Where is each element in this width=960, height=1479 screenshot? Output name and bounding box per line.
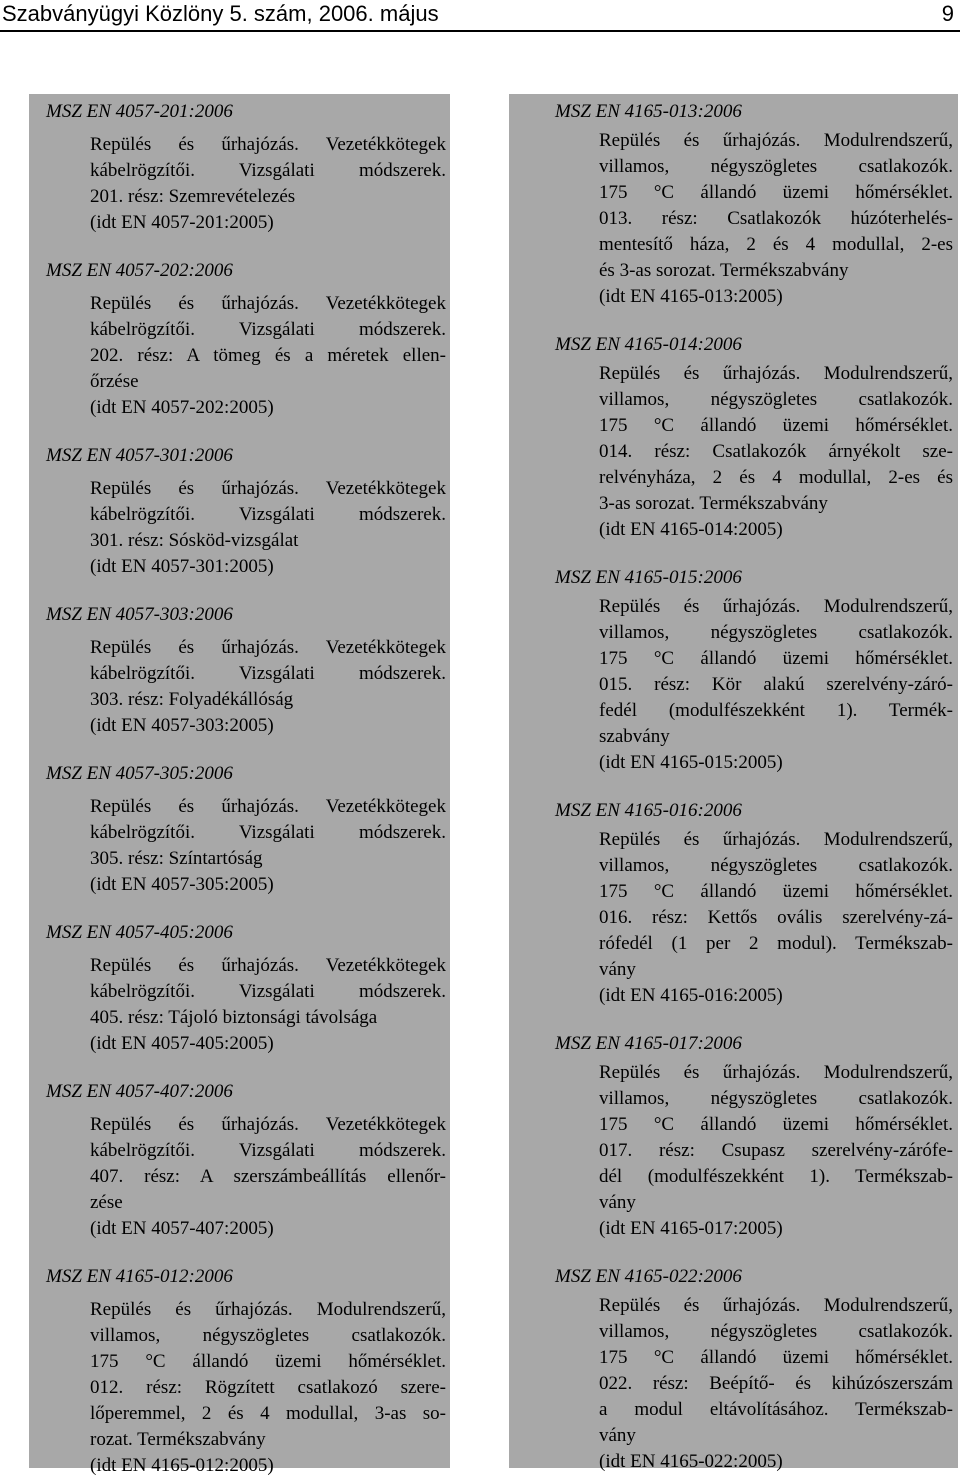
- publication-title: Szabványügyi Közlöny 5. szám, 2006. május: [2, 1, 439, 26]
- standard-code: MSZ EN 4057-407:2006: [46, 1081, 233, 1102]
- entry-gap: [509, 1242, 958, 1263]
- standard-description: [29, 476, 446, 580]
- description-line: (idt EN 4165-015:2005): [599, 752, 783, 773]
- description-line: (idt EN 4057-405:2005): [90, 1033, 274, 1054]
- standard-code: MSZ EN 4057-303:2006: [46, 604, 233, 625]
- description-line: (idt EN 4165-017:2005): [599, 1218, 783, 1239]
- description-line: vány: [599, 1192, 636, 1213]
- description-line: (idt EN 4165-012:2005): [90, 1455, 274, 1476]
- description-line: 175 °C állandó üzemi hőmérséklet.: [90, 1351, 446, 1372]
- entry-gap: [509, 310, 958, 331]
- standard-entry: [29, 98, 450, 236]
- entry-gap: [29, 236, 450, 257]
- standard-description: [29, 291, 446, 421]
- entry-gap: [509, 543, 958, 564]
- description-line: 301. rész: Sósköd-vizsgálat: [90, 530, 299, 551]
- standard-code: MSZ EN 4057-202:2006: [46, 260, 233, 281]
- standard-code: MSZ EN 4165-014:2006: [555, 334, 742, 355]
- standard-entry: [29, 257, 450, 421]
- description-line: lőperemmel, 2 és 4 modullal, 3-as so-: [90, 1403, 446, 1424]
- description-line: 175 °C állandó üzemi hőmérséklet.: [599, 648, 953, 669]
- standard-code: MSZ EN 4165-015:2006: [555, 567, 742, 588]
- description-line: villamos, négyszögletes csatlakozók.: [599, 389, 953, 410]
- entry-gap: [29, 739, 450, 760]
- standard-entry: [509, 564, 958, 776]
- description-line: Repülés és űrhajózás. Vezetékkötegek: [90, 955, 446, 976]
- entry-gap: [29, 1242, 450, 1263]
- description-line: 405. rész: Tájoló biztonsági távolsága: [90, 1007, 378, 1028]
- description-line: (idt EN 4057-407:2005): [90, 1218, 274, 1239]
- description-line: rozat. Termékszabvány: [90, 1429, 266, 1450]
- description-line: (idt EN 4165-016:2005): [599, 985, 783, 1006]
- standard-description: [29, 794, 446, 898]
- description-line: 175 °C állandó üzemi hőmérséklet.: [599, 1347, 953, 1368]
- standard-entry: [29, 1263, 450, 1479]
- description-line: 014. rész: Csatlakozók árnyékolt sze-: [599, 441, 953, 462]
- standard-description: [509, 1060, 953, 1242]
- standard-entry: [509, 797, 958, 1009]
- description-line: 175 °C állandó üzemi hőmérséklet.: [599, 1114, 953, 1135]
- description-line: 012. rész: Rögzített csatlakozó szere-: [90, 1377, 446, 1398]
- description-line: Repülés és űrhajózás. Modulrendszerű,: [599, 1062, 953, 1083]
- description-line: 175 °C állandó üzemi hőmérséklet.: [599, 415, 953, 436]
- description-line: villamos, négyszögletes csatlakozók.: [599, 1088, 953, 1109]
- description-line: fedél (modulfészekként 1). Termék-: [599, 700, 953, 721]
- description-line: Repülés és űrhajózás. Modulrendszerű,: [90, 1299, 446, 1320]
- standard-description: [29, 1297, 446, 1479]
- description-line: (idt EN 4057-301:2005): [90, 556, 274, 577]
- description-line: kábelrögzítői. Vizsgálati módszerek.: [90, 319, 446, 340]
- standard-description: [29, 1112, 446, 1242]
- description-line: (idt EN 4165-014:2005): [599, 519, 783, 540]
- description-line: 407. rész: A szerszámbeállítás ellenőr-: [90, 1166, 446, 1187]
- description-line: Repülés és űrhajózás. Vezetékkötegek: [90, 478, 446, 499]
- description-line: Repülés és űrhajózás. Modulrendszerű,: [599, 363, 953, 384]
- description-line: (idt EN 4057-303:2005): [90, 715, 274, 736]
- description-line: villamos, négyszögletes csatlakozók.: [599, 156, 953, 177]
- description-line: dél (modulfészekként 1). Termékszab-: [599, 1166, 953, 1187]
- description-line: 303. rész: Folyadékállóság: [90, 689, 294, 710]
- standard-code: MSZ EN 4057-305:2006: [46, 763, 233, 784]
- description-line: kábelrögzítői. Vizsgálati módszerek.: [90, 160, 446, 181]
- description-line: kábelrögzítői. Vizsgálati módszerek.: [90, 1140, 446, 1161]
- description-line: (idt EN 4057-305:2005): [90, 874, 274, 895]
- entry-gap: [29, 421, 450, 442]
- description-line: 3-as sorozat. Termékszabvány: [599, 493, 828, 514]
- description-line: őrzése: [90, 371, 139, 392]
- description-line: Repülés és űrhajózás. Modulrendszerű,: [599, 596, 953, 617]
- description-line: mentesítő háza, 2 és 4 modullal, 2-es: [599, 234, 953, 255]
- description-line: 202. rész: A tömeg és a méretek ellen-: [90, 345, 446, 366]
- description-line: és 3-as sorozat. Termékszabvány: [599, 260, 849, 281]
- description-line: kábelrögzítői. Vizsgálati módszerek.: [90, 822, 446, 843]
- description-line: vány: [599, 959, 636, 980]
- header-rule: [0, 30, 960, 32]
- description-line: (idt EN 4057-202:2005): [90, 397, 274, 418]
- description-line: vány: [599, 1425, 636, 1446]
- standard-code: MSZ EN 4057-201:2006: [46, 101, 233, 122]
- page-number: 9: [941, 1, 954, 26]
- standard-description: [509, 827, 953, 1009]
- standard-entry: [509, 1263, 958, 1475]
- standard-description: [29, 132, 446, 236]
- description-line: 017. rész: Csupasz szerelvény-zárófe-: [599, 1140, 953, 1161]
- entry-gap: [29, 898, 450, 919]
- description-line: villamos, négyszögletes csatlakozók.: [599, 855, 953, 876]
- right-column: [509, 94, 958, 1472]
- description-line: kábelrögzítői. Vizsgálati módszerek.: [90, 981, 446, 1002]
- description-line: rófedél (1 per 2 modul). Termékszab-: [599, 933, 953, 954]
- description-line: villamos, négyszögletes csatlakozók.: [599, 622, 953, 643]
- standard-description: [509, 361, 953, 543]
- standard-code: MSZ EN 4165-016:2006: [555, 800, 742, 821]
- description-line: kábelrögzítői. Vizsgálati módszerek.: [90, 663, 446, 684]
- entry-gap: [509, 776, 958, 797]
- description-line: Repülés és űrhajózás. Vezetékkötegek: [90, 796, 446, 817]
- entry-gap: [509, 1009, 958, 1030]
- description-line: villamos, négyszögletes csatlakozók.: [90, 1325, 446, 1346]
- standard-code: MSZ EN 4057-301:2006: [46, 445, 233, 466]
- standard-code: MSZ EN 4165-012:2006: [46, 1266, 233, 1287]
- standard-entry: [509, 98, 958, 310]
- description-line: 022. rész: Beépítő- és kihúzószerszám: [599, 1373, 953, 1394]
- description-line: a modul eltávolításához. Termékszab-: [599, 1399, 953, 1420]
- description-line: 175 °C állandó üzemi hőmérséklet.: [599, 182, 953, 203]
- description-line: Repülés és űrhajózás. Vezetékkötegek: [90, 637, 446, 658]
- description-line: zése: [90, 1192, 123, 1213]
- standard-entry: [29, 919, 450, 1057]
- description-line: (idt EN 4057-201:2005): [90, 212, 274, 233]
- entry-gap: [29, 580, 450, 601]
- description-line: Repülés és űrhajózás. Vezetékkötegek: [90, 134, 446, 155]
- description-line: 201. rész: Szemrevételezés: [90, 186, 296, 207]
- standard-code: MSZ EN 4057-405:2006: [46, 922, 233, 943]
- description-line: relvényháza, 2 és 4 modullal, 2-es és: [599, 467, 953, 488]
- page-header: [0, 0, 960, 30]
- description-line: 175 °C állandó üzemi hőmérséklet.: [599, 881, 953, 902]
- description-line: Repülés és űrhajózás. Modulrendszerű,: [599, 829, 953, 850]
- standard-entry: [509, 331, 958, 543]
- standard-entry: [509, 1030, 958, 1242]
- description-line: Repülés és űrhajózás. Modulrendszerű,: [599, 1295, 953, 1316]
- standard-entry: [29, 1078, 450, 1242]
- description-line: Repülés és űrhajózás. Vezetékkötegek: [90, 1114, 446, 1135]
- standard-entry: [29, 760, 450, 898]
- description-line: Repülés és űrhajózás. Modulrendszerű,: [599, 130, 953, 151]
- description-line: (idt EN 4165-022:2005): [599, 1451, 783, 1472]
- entry-gap: [29, 1057, 450, 1078]
- standard-code: MSZ EN 4165-022:2006: [555, 1266, 742, 1287]
- description-line: Repülés és űrhajózás. Vezetékkötegek: [90, 293, 446, 314]
- standard-code: MSZ EN 4165-013:2006: [555, 101, 742, 122]
- description-line: 013. rész: Csatlakozók húzóterhelés-: [599, 208, 953, 229]
- standard-description: [509, 128, 953, 310]
- left-column: [29, 94, 450, 1476]
- standard-description: [509, 594, 953, 776]
- standard-entry: [29, 442, 450, 580]
- description-line: villamos, négyszögletes csatlakozók.: [599, 1321, 953, 1342]
- description-line: kábelrögzítői. Vizsgálati módszerek.: [90, 504, 446, 525]
- standard-description: [29, 953, 446, 1057]
- description-line: 016. rész: Kettős ovális szerelvény-zá-: [599, 907, 953, 928]
- description-line: 015. rész: Kör alakú szerelvény-záró-: [599, 674, 953, 695]
- standard-entry: [29, 601, 450, 739]
- description-line: (idt EN 4165-013:2005): [599, 286, 783, 307]
- standard-description: [509, 1293, 953, 1475]
- description-line: 305. rész: Színtartóság: [90, 848, 263, 869]
- description-line: szabvány: [599, 726, 670, 747]
- standard-code: MSZ EN 4165-017:2006: [555, 1033, 742, 1054]
- standard-description: [29, 635, 446, 739]
